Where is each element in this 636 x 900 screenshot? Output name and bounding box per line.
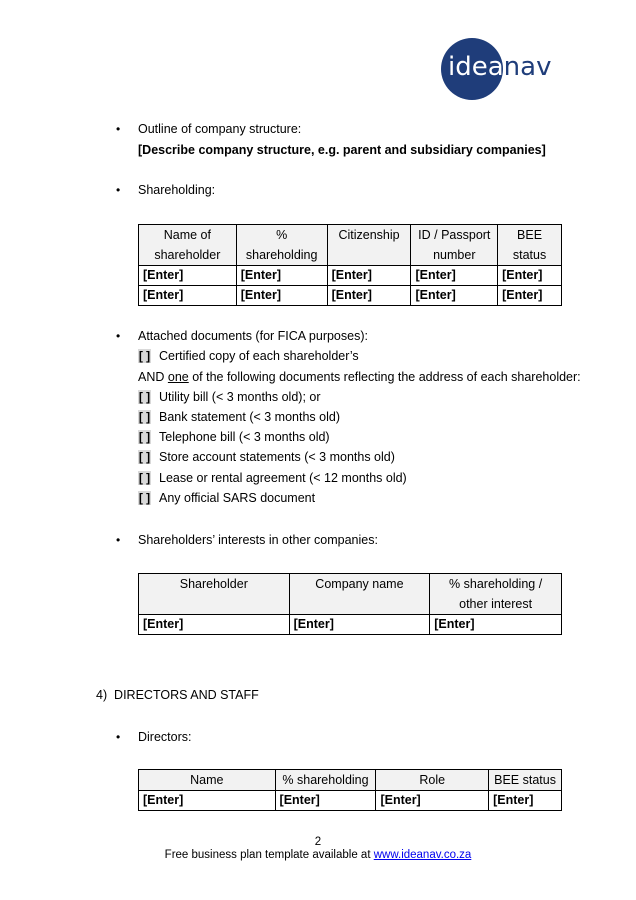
table-row bbox=[139, 615, 562, 635]
checkbox[interactable]: [ ] bbox=[138, 471, 151, 485]
shareholding-table bbox=[138, 224, 562, 306]
checkbox[interactable]: [ ] bbox=[138, 450, 151, 464]
cell-enter[interactable]: [Enter] bbox=[327, 286, 411, 306]
table-row bbox=[139, 266, 562, 286]
bullet-icon: • bbox=[116, 183, 121, 197]
doc-item: Utility bill (< 3 months old); or bbox=[159, 390, 321, 404]
directors-table bbox=[138, 769, 562, 811]
ideanav-logo: ideanav bbox=[448, 52, 552, 82]
table-row bbox=[139, 286, 562, 306]
cell-enter[interactable]: [Enter] bbox=[498, 286, 562, 306]
bullet-icon: • bbox=[116, 122, 121, 136]
checkbox[interactable]: [ ] bbox=[138, 410, 151, 424]
header-name: Name of shareholder bbox=[139, 225, 237, 266]
header-name: Name bbox=[139, 770, 276, 791]
header-percent: % shareholding bbox=[236, 225, 327, 266]
structure-placeholder[interactable]: [Describe company structure, e.g. parent and subsidiary companies] bbox=[138, 143, 546, 157]
cell-enter[interactable]: [Enter] bbox=[139, 286, 237, 306]
cell-enter[interactable]: [Enter] bbox=[236, 286, 327, 306]
cell-enter[interactable]: [Enter] bbox=[489, 791, 562, 811]
cell-enter[interactable]: [Enter] bbox=[376, 791, 489, 811]
footer: Free business plan template available at www.ideanav.co.za bbox=[164, 849, 472, 861]
cell-enter[interactable]: [Enter] bbox=[236, 266, 327, 286]
cell-enter[interactable]: [Enter] bbox=[289, 615, 430, 635]
cell-enter[interactable]: [Enter] bbox=[498, 266, 562, 286]
documents-label: Attached documents (for FICA purposes): bbox=[138, 329, 368, 343]
checkbox[interactable]: [ ] bbox=[138, 491, 151, 505]
header-bee: BEE status bbox=[489, 770, 562, 791]
shareholding-label: Shareholding: bbox=[138, 183, 216, 197]
cell-enter[interactable]: [Enter] bbox=[430, 615, 562, 635]
cell-enter[interactable]: [Enter] bbox=[327, 266, 411, 286]
bullet-icon: • bbox=[116, 329, 121, 343]
doc-certified-copy: Certified copy of each shareholder’s bbox=[159, 349, 359, 363]
cell-enter[interactable]: [Enter] bbox=[275, 791, 376, 811]
bullet-icon: • bbox=[116, 533, 121, 547]
header-citizenship: Citizenship bbox=[327, 225, 411, 266]
doc-item: Any official SARS document bbox=[159, 491, 316, 505]
header-bee: BEE status bbox=[498, 225, 562, 266]
header-id: ID / Passport number bbox=[411, 225, 498, 266]
directors-label: Directors: bbox=[138, 730, 192, 744]
documents-and-line: AND one of the following documents reflecting the address of each shareholder: bbox=[138, 370, 581, 384]
footer-link[interactable]: www.ideanav.co.za bbox=[373, 849, 472, 861]
interests-label: Shareholders’ interests in other companies: bbox=[138, 533, 378, 547]
cell-enter[interactable]: [Enter] bbox=[139, 791, 276, 811]
checkbox[interactable]: [ ] bbox=[138, 390, 151, 404]
table-header-row bbox=[139, 770, 562, 791]
checkbox[interactable]: [ ] bbox=[138, 430, 151, 444]
section-title: 4) DIRECTORS AND STAFF bbox=[96, 688, 259, 702]
cell-enter[interactable]: [Enter] bbox=[139, 266, 237, 286]
table-header-row bbox=[139, 574, 562, 615]
header-company: Company name bbox=[289, 574, 430, 615]
doc-item: Bank statement (< 3 months old) bbox=[159, 410, 340, 424]
checkbox[interactable]: [ ] bbox=[138, 349, 151, 363]
interests-table bbox=[138, 573, 562, 635]
structure-label: Outline of company structure: bbox=[138, 122, 302, 136]
page-number: 2 bbox=[314, 836, 322, 848]
header-shareholder: Shareholder bbox=[139, 574, 290, 615]
doc-item: Lease or rental agreement (< 12 months old) bbox=[159, 471, 407, 485]
header-percent: % shareholding bbox=[275, 770, 376, 791]
doc-item: Store account statements (< 3 months old) bbox=[159, 450, 395, 464]
bullet-icon: • bbox=[116, 730, 121, 744]
doc-item: Telephone bill (< 3 months old) bbox=[159, 430, 330, 444]
cell-enter[interactable]: [Enter] bbox=[411, 286, 498, 306]
table-row bbox=[139, 791, 562, 811]
cell-enter[interactable]: [Enter] bbox=[411, 266, 498, 286]
cell-enter[interactable]: [Enter] bbox=[139, 615, 290, 635]
header-interest: % shareholding / other interest bbox=[430, 574, 562, 615]
table-header-row bbox=[139, 225, 562, 266]
header-role: Role bbox=[376, 770, 489, 791]
